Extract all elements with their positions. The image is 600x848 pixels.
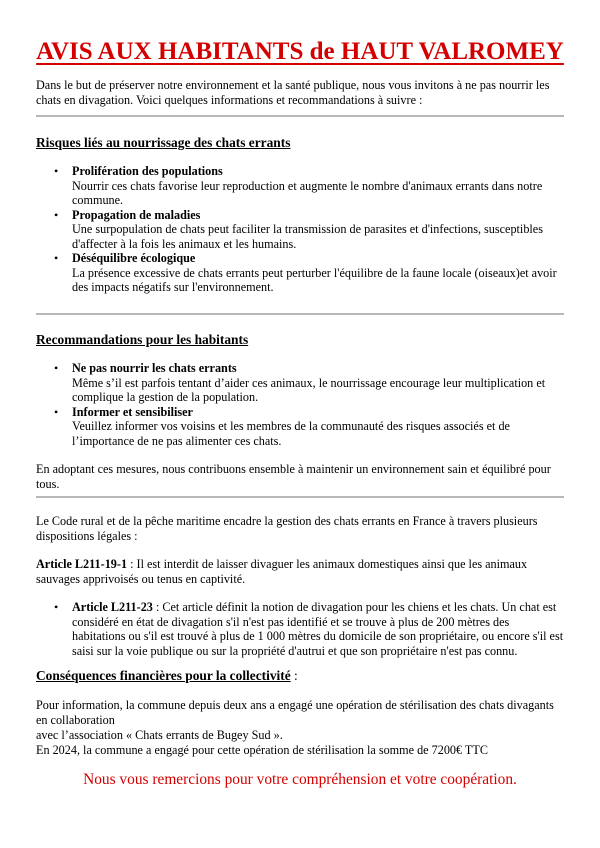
recommendation-item-title: • Ne pas nourrir les chats errants [72, 361, 237, 375]
legal-intro: Le Code rural et de la pêche maritime encadre la gestion des chats errants en France à travers plusieurs dispositions légales : [36, 514, 538, 543]
recommendations-section [36, 332, 564, 492]
closing-message: Nous vous remercions pour votre compréhension et votre coopération. [83, 771, 517, 788]
risk-item-text: Nourrir ces chats favorise leur reproduction et augmente le nombre d'animaux errants dans notre commune. [72, 178, 543, 207]
article-text: : Cet article définit la notion de divagation pour les chiens et les chats. Un chat est considéré en état de divagation s'il n'est pas identifié et se trouve à plus de 200 mètres des habitations ou s'il est trouvé à plus de 1 000 mètres du domicile de son propriétaire, ou encore s'il est saisi sur la voie publique ou sur la propriété d'autrui et que son propriétaire n'est pas connu. [72, 600, 564, 658]
financial-line: En 2024, la commune a engagé pour cette opération de stérilisation la somme de 7200€ TTC [36, 743, 488, 757]
risks-heading: Risques liés au nourrissage des chats errants [36, 135, 291, 150]
risk-item-text: Une surpopulation de chats peut faciliter la transmission de parasites et d'infections, susceptibles d'affecter à la fois les animaux et les humains. [72, 222, 543, 251]
risk-item [36, 208, 564, 252]
financial-heading: Conséquences financières pour la collectivité [36, 668, 291, 683]
divider [36, 496, 564, 498]
legal-section [36, 514, 564, 658]
divider [36, 313, 564, 315]
risks-section [36, 135, 564, 295]
financial-line: Pour information, la commune depuis deux ans a engagé une opération de stérilisation des chats divagants en collaboration [36, 698, 554, 727]
page-title: AVIS AUX HABITANTS de HAUT VALROMEY [36, 38, 564, 65]
recommendations-heading: Recommandations pour les habitants [36, 332, 249, 347]
divider [36, 115, 564, 117]
recommendation-item-title: • Informer et sensibiliser [72, 404, 193, 419]
risk-item-title: • Prolifération des populations [72, 164, 223, 178]
recommendation-item-text: Même s’il est parfois tentant d’aider ces animaux, le nourrissage encourage leur multiplication et complique la gestion de la population. [72, 375, 546, 404]
risk-item [36, 164, 564, 208]
recommendation-item-text: Veuillez informer vos voisins et les membres de la communauté des risques associés et de l’importance de ne pas alimenter ces chats. [72, 419, 510, 448]
risk-item [36, 251, 564, 295]
risks-list [36, 164, 564, 295]
recommendations-list [36, 361, 564, 448]
article-text: : Il est interdit de laisser divaguer les animaux domestiques ainsi que les animaux sauvages apprivoisés ou tenus en captivité. [36, 557, 528, 586]
article-label: Article L211-23 [72, 600, 153, 614]
financial-line: avec l’association « Chats errants de Bugey Sud ». [36, 728, 283, 742]
financial-section [36, 668, 564, 758]
recommendations-conclusion: En adoptant ces mesures, nous contribuons ensemble à maintenir un environnement sain et équilibré pour tous. [36, 462, 551, 491]
recommendation-item [36, 405, 564, 449]
financial-heading-suffix: : [290, 668, 298, 683]
intro-paragraph: Dans le but de préserver notre environnement et la santé publique, nous vous invitons à ne pas nourrir les chats en divagation. Voici quelques informations et recommandations à suivre : [36, 78, 550, 107]
risk-item-title: • Propagation de maladies [72, 207, 201, 222]
article-label: Article L211-19-1 [36, 557, 128, 571]
article-l211-19-1 [36, 557, 564, 587]
risk-item-title: • Déséquilibre écologique [72, 251, 196, 265]
intro-block [36, 78, 564, 108]
risk-item-text: La présence excessive de chats errants peut perturber l'équilibre de la faune locale (oiseaux)et avoir des impacts négatifs sur l'environnement. [72, 265, 557, 294]
articles-list [36, 600, 564, 658]
recommendation-item [36, 361, 564, 405]
financial-heading-line [36, 668, 564, 684]
article-l211-23 [36, 600, 564, 658]
